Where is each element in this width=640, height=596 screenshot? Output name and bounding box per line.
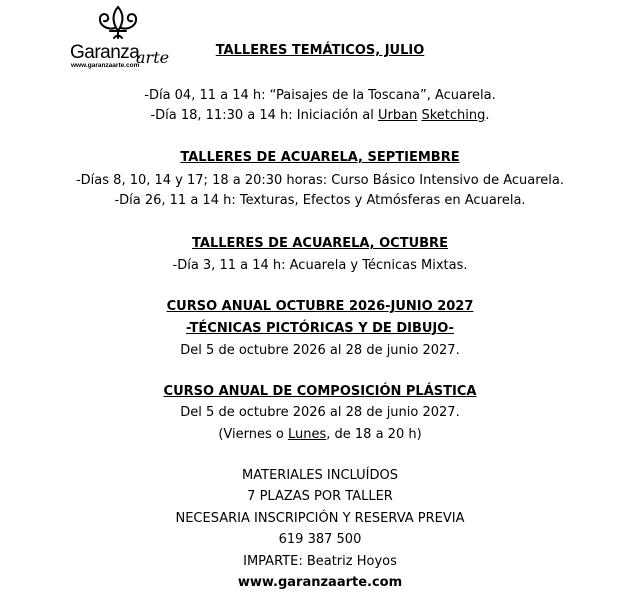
plazas-line: 7 PLAZAS POR TALLER <box>247 489 393 504</box>
composicion-schedule <box>0 427 640 443</box>
phone-number: 619 387 500 <box>278 532 362 547</box>
composicion-dates: Del 5 de octubre 2026 al 28 de junio 2027. <box>180 405 460 420</box>
materiales-line: MATERIALES INCLUÍDOS <box>242 468 398 483</box>
urban-underlined: Urban <box>378 108 418 123</box>
septiembre-line-2: -Día 26, 11 a 14 h: Texturas, Efectos y Atmósferas en Acuarela. <box>114 193 526 208</box>
schedule-text: (Viernes o <box>218 427 288 442</box>
garanza-arte-logo <box>68 4 176 70</box>
imparte-line: IMPARTE: Beatriz Hoyos <box>243 554 397 569</box>
septiembre-heading: TALLERES DE ACUARELA, SEPTIEMBRE <box>180 150 460 165</box>
julio-line-2 <box>0 108 640 124</box>
curso-anual-dates: Del 5 de octubre 2026 al 28 de junio 2027. <box>180 343 460 358</box>
logo-script: arte <box>136 48 170 67</box>
fleur-de-lis-icon <box>96 4 140 42</box>
curso-anual-heading: CURSO ANUAL OCTUBRE 2026-JUNIO 2027 <box>166 299 474 314</box>
octubre-heading: TALLERES DE ACUARELA, OCTUBRE <box>192 236 448 251</box>
schedule-end: , de 18 a 20 h) <box>326 427 422 442</box>
lunes-underlined: Lunes <box>287 427 327 442</box>
website-link[interactable]: www.garanzaarte.com <box>237 575 403 590</box>
logo-url: www.garanzaarte.com <box>71 62 140 69</box>
septiembre-line-1: -Días 8, 10, 14 y 17; 18 a 20:30 horas: Curso Básico Intensivo de Acuarela. <box>75 173 564 188</box>
julio-heading: TALLERES TEMÁTICOS, JULIO <box>215 43 425 58</box>
octubre-line-1: -Día 3, 11 a 14 h: Acuarela y Técnicas Mixtas. <box>172 258 468 273</box>
logo-name: Garanza <box>70 42 140 63</box>
curso-anual-subtitle: -TÉCNICAS PICTÓRICAS Y DE DIBUJO- <box>186 321 454 336</box>
inscripcion-line: NECESARIA INSCRIPCIÓN Y RESERVA PREVIA <box>175 511 465 526</box>
sketching-underlined: Sketching <box>421 108 486 123</box>
julio-line-2-end: . <box>485 108 490 123</box>
julio-line-1: -Día 04, 11 a 14 h: “Paisajes de la Toscana”, Acuarela. <box>144 88 496 103</box>
composicion-heading: CURSO ANUAL DE COMPOSICIÓN PLÁSTICA <box>163 384 477 399</box>
julio-line-2-text: -Día 18, 11:30 a 14 h: Iniciación al <box>150 108 379 123</box>
